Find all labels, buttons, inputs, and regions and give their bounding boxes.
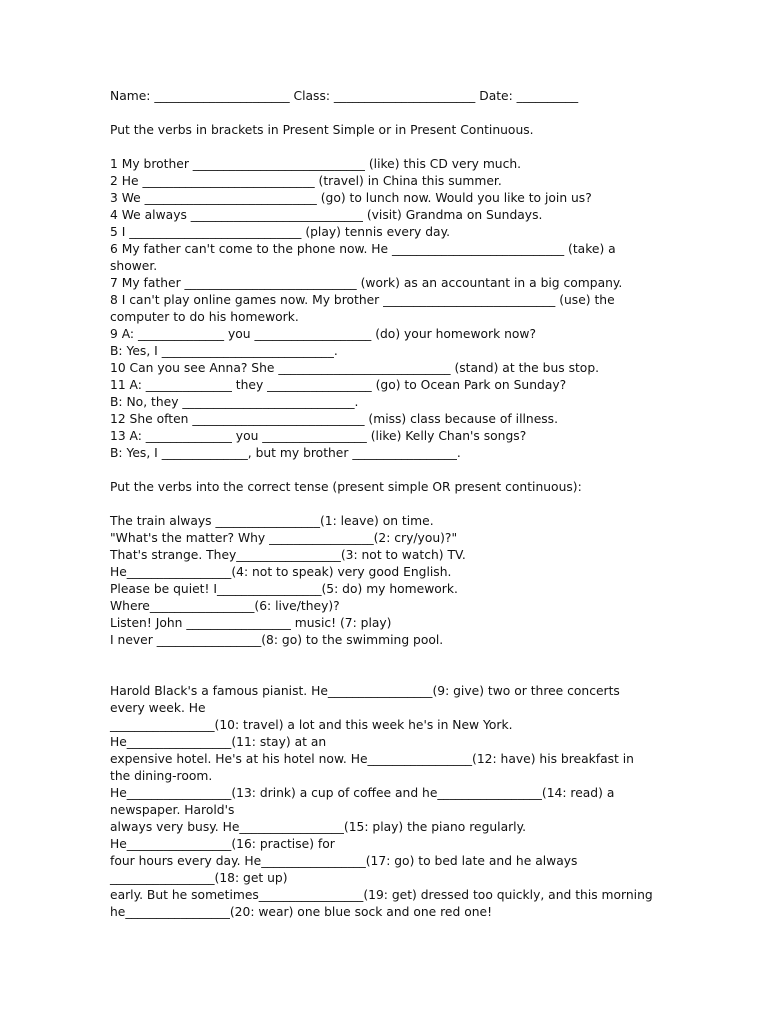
passage-line: He_________________(11: stay) at an <box>110 735 327 749</box>
section2-exercises <box>110 513 655 649</box>
passage-line: _________________(10: travel) a lot and this week he's in New York. <box>110 718 513 732</box>
section1-exercises <box>110 156 655 462</box>
exercise-line: Listen! John _________________ music! (7: play) <box>110 616 392 630</box>
exercise-line: 12 She often ____________________________ (miss) class because of illness. <box>110 412 559 426</box>
exercise-line: B: Yes, I ______________, but my brother _________________. <box>110 446 461 460</box>
section1-instruction: Put the verbs in brackets in Present Simple or in Present Continuous. <box>110 123 534 137</box>
exercise-line: B: No, they ____________________________. <box>110 395 359 409</box>
passage-line: he_________________(20: wear) one blue sock and one red one! <box>110 905 493 919</box>
exercise-line: That's strange. They_________________(3: not to watch) TV. <box>110 548 466 562</box>
passage-line: four hours every day. He_________________(17: go) to bed late and he always <box>110 854 578 868</box>
exercise-line: 13 A: ______________ you _________________ (like) Kelly Chan's songs? <box>110 429 527 443</box>
header-line: Name: ______________________ Class: _______________________ Date: __________ <box>110 89 579 103</box>
section2-instruction: Put the verbs into the correct tense (present simple OR present continuous): <box>110 480 582 494</box>
exercise-line: Where_________________(6: live/they)? <box>110 599 340 613</box>
exercise-line: 7 My father ____________________________ (work) as an accountant in a big company. <box>110 276 623 290</box>
exercise-line: He_________________(4: not to speak) very good English. <box>110 565 452 579</box>
passage-line: He_________________(13: drink) a cup of coffee and he_________________(14: read) a newspaper. Harold's <box>110 786 619 817</box>
exercise-line: "What's the matter? Why _________________(2: cry/you)?" <box>110 531 458 545</box>
exercise-line: B: Yes, I ____________________________. <box>110 344 338 358</box>
exercise-line: 8 I can't play online games now. My brother ____________________________ (use) the computer to do his homework. <box>110 293 619 324</box>
passage-line: _________________(18: get up) <box>110 871 288 885</box>
exercise-line: 3 We ____________________________ (go) to lunch now. Would you like to join us? <box>110 191 592 205</box>
section3-passage <box>110 683 655 921</box>
exercise-line: 11 A: ______________ they _________________ (go) to Ocean Park on Sunday? <box>110 378 567 392</box>
passage-line: Harold Black's a famous pianist. He_________________(9: give) two or three concerts every week. He <box>110 684 624 715</box>
passage-line: expensive hotel. He's at his hotel now. He_________________(12: have) his breakfast in the dining-room. <box>110 752 638 783</box>
exercise-line: 10 Can you see Anna? She ____________________________ (stand) at the bus stop. <box>110 361 600 375</box>
exercise-line: Please be quiet! I_________________(5: do) my homework. <box>110 582 458 596</box>
exercise-line: 2 He ____________________________ (travel) in China this summer. <box>110 174 502 188</box>
passage-line: early. But he sometimes_________________(19: get) dressed too quickly, and this morning <box>110 888 653 902</box>
exercise-line: 6 My father can't come to the phone now. He ____________________________ (take) a shower. <box>110 242 620 273</box>
passage-line: He_________________(16: practise) for <box>110 837 335 851</box>
worksheet <box>110 88 655 921</box>
exercise-line: The train always _________________(1: leave) on time. <box>110 514 434 528</box>
exercise-line: 5 I ____________________________ (play) tennis every day. <box>110 225 451 239</box>
exercise-line: 4 We always ____________________________ (visit) Grandma on Sundays. <box>110 208 543 222</box>
passage-line: always very busy. He_________________(15: play) the piano regularly. <box>110 820 527 834</box>
exercise-line: 9 A: ______________ you ___________________ (do) your homework now? <box>110 327 537 341</box>
exercise-line: 1 My brother ____________________________ (like) this CD very much. <box>110 157 522 171</box>
exercise-line: I never _________________(8: go) to the swimming pool. <box>110 633 444 647</box>
